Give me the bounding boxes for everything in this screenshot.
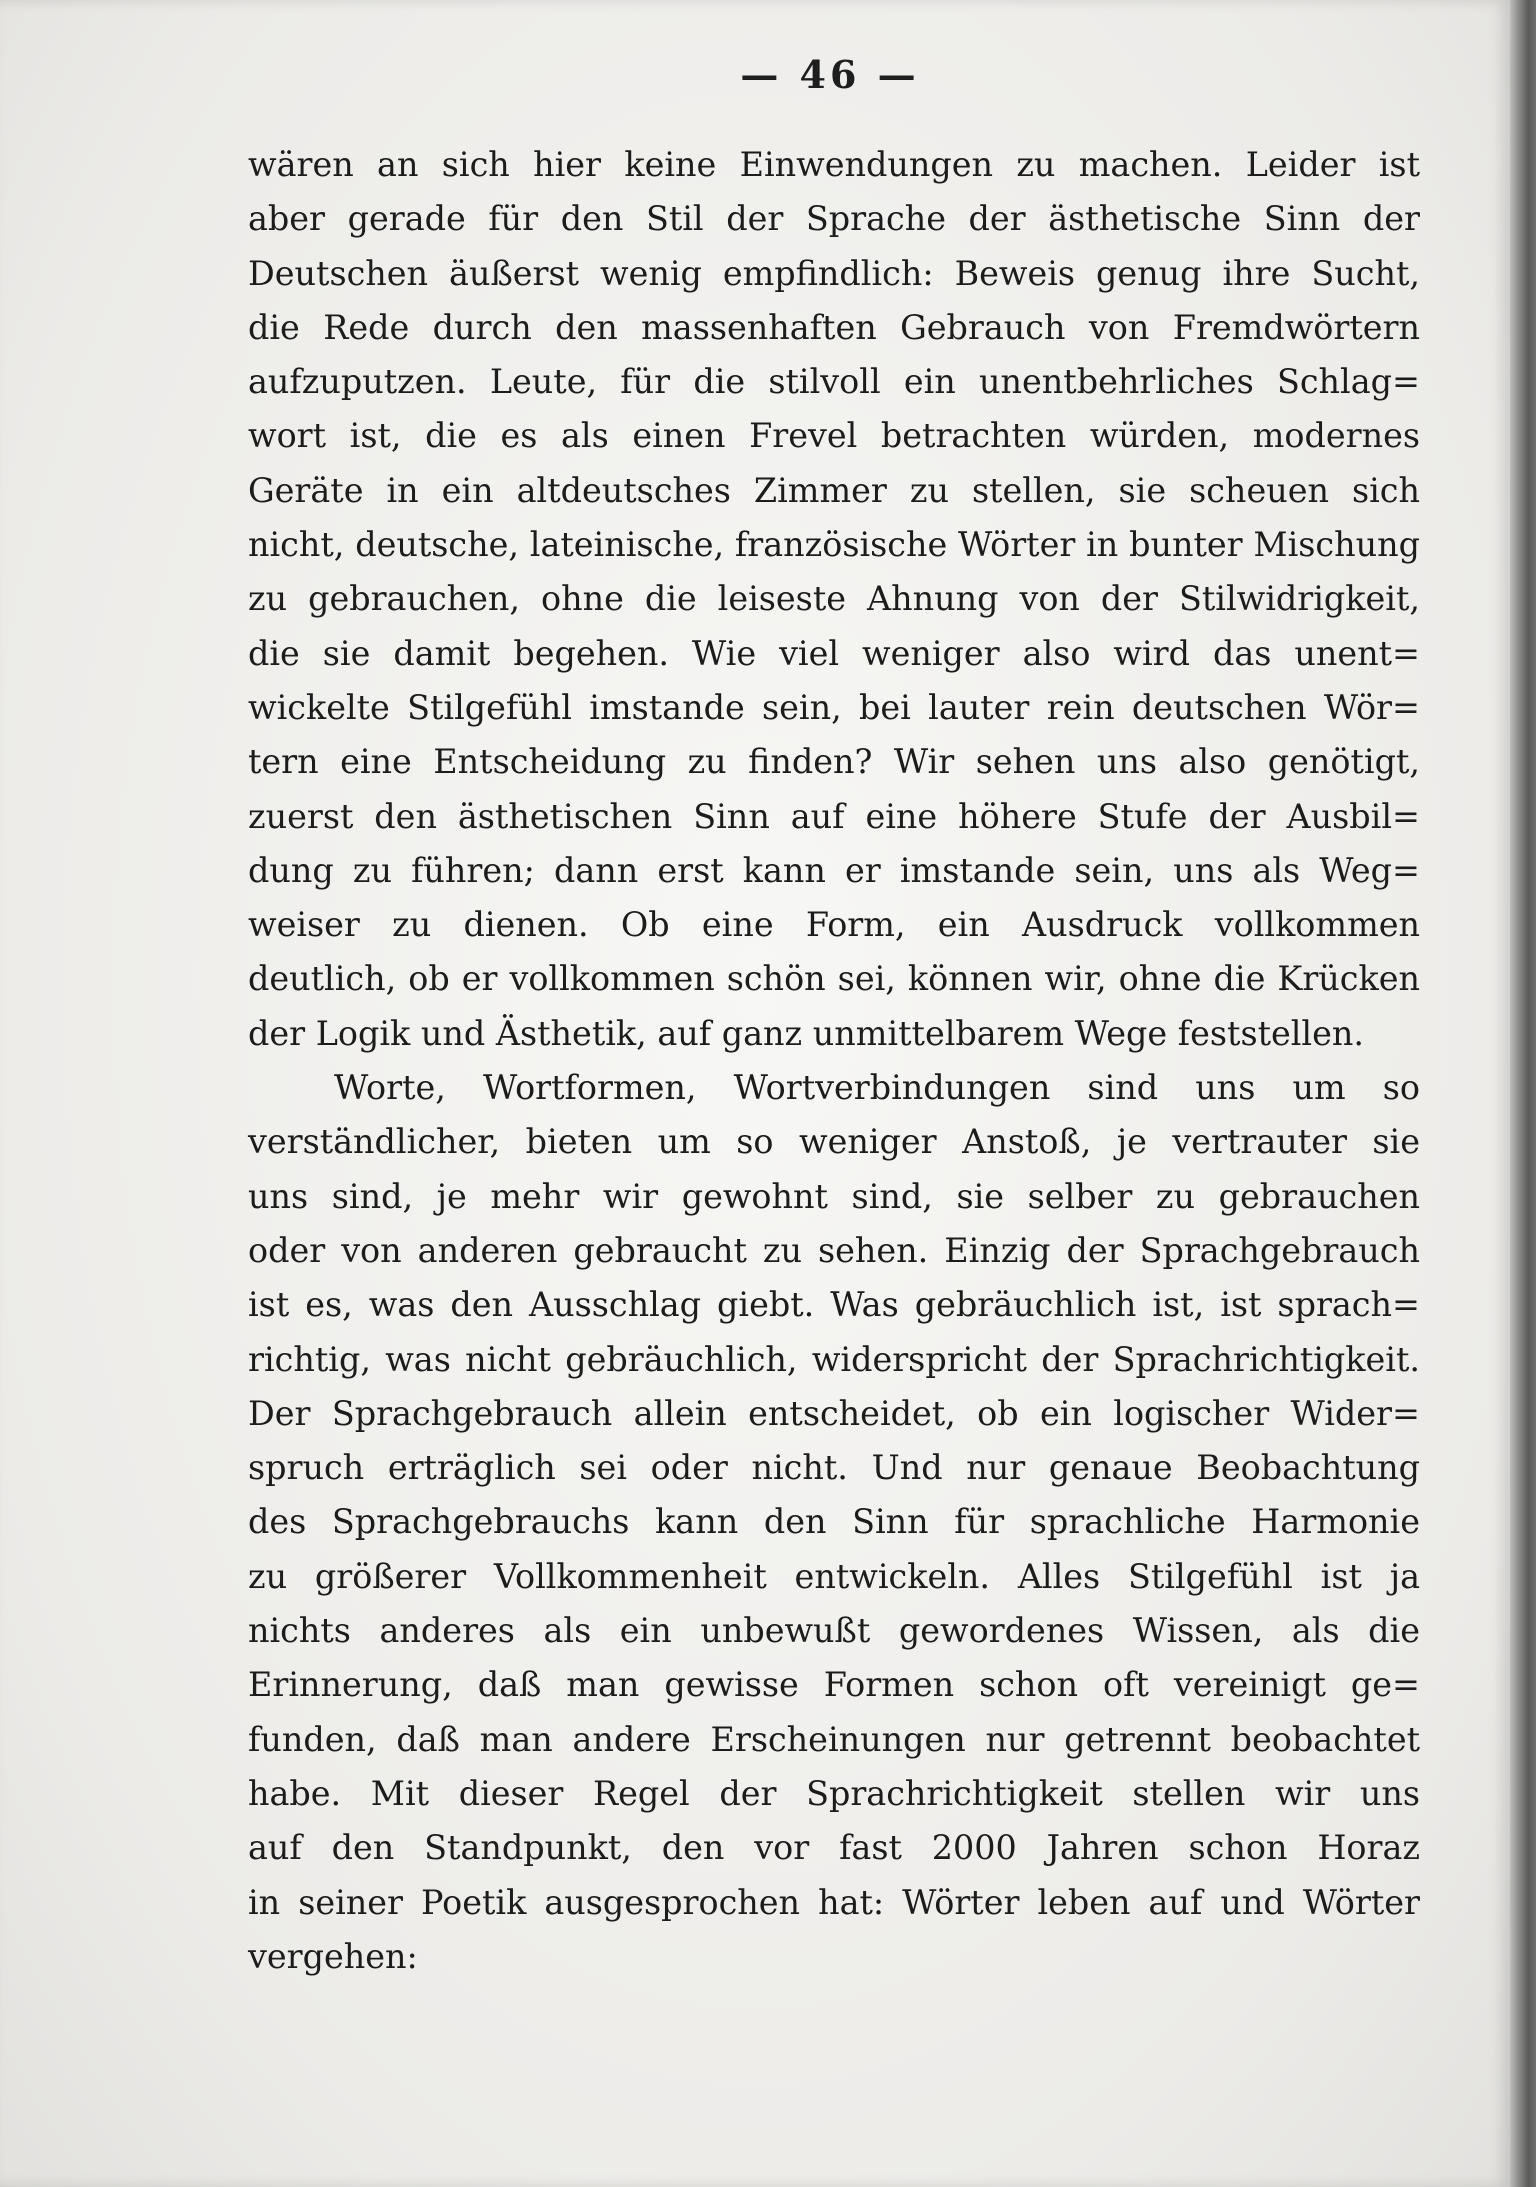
text-line: funden, daß man andere Erscheinungen nur getrennt beobachtet [248,1719,1420,1759]
text-line: deutlich, ob er vollkommen schön sei, können wir, ohne die Krücken [248,959,1420,999]
text-line: verständlicher, bieten um so weniger Anstoß, je vertrauter sie [248,1122,1420,1162]
text-line: wort ist, die es als einen Frevel betrachten würden, modernes [248,416,1420,456]
text-line: Der Sprachgebrauch allein entscheidet, ob ein logischer Wider= [248,1393,1420,1433]
page-edge [1510,0,1536,2187]
page-number: — 46 — [740,52,920,97]
text-line: zu gebrauchen, ohne die leiseste Ahnung von der Stilwidrigkeit, [248,579,1420,619]
text-line: oder von anderen gebraucht zu sehen. Einzig der Sprachgebrauch [248,1230,1420,1270]
text-line: in seiner Poetik ausgesprochen hat: Wörter leben auf und Wörter [248,1882,1420,1922]
text-line: ist es, was den Ausschlag giebt. Was gebräuchlich ist, ist sprach= [248,1285,1420,1325]
text-line: die Rede durch den massenhaften Gebrauch von Fremdwörtern [248,307,1420,347]
text-line: zuerst den ästhetischen Sinn auf eine höhere Stufe der Ausbil= [248,796,1420,836]
text-line: wickelte Stilgefühl imstande sein, bei lauter rein deutschen Wör= [248,687,1420,727]
body-text [248,138,1420,1984]
text-line: weiser zu dienen. Ob eine Form, ein Ausdruck vollkommen [248,905,1420,945]
text-line: nichts anderes als ein unbewußt gewordenes Wissen, als die [248,1611,1420,1651]
text-line: habe. Mit dieser Regel der Sprachrichtigkeit stellen wir uns [248,1773,1420,1813]
text-line: dung zu führen; dann erst kann er imstande sein, uns als Weg= [248,850,1420,890]
text-line: aufzuputzen. Leute, für die stilvoll ein unentbehrliches Schlag= [248,362,1420,402]
text-line: Erinnerung, daß man gewisse Formen schon oft vereinigt ge= [248,1665,1420,1705]
text-line: auf den Standpunkt, den vor fast 2000 Jahren schon Horaz [248,1828,1420,1868]
text-line: des Sprachgebrauchs kann den Sinn für sprachliche Harmonie [248,1502,1420,1542]
text-line: Worte, Wortformen, Wortverbindungen sind uns um so [334,1068,1420,1108]
text-line: zu größerer Vollkommenheit entwickeln. Alles Stilgefühl ist ja [248,1556,1420,1596]
text-line: wären an sich hier keine Einwendungen zu machen. Leider ist [248,145,1420,184]
text-line: richtig, was nicht gebräuchlich, widerspricht der Sprachrichtigkeit. [248,1339,1420,1379]
text-line: der Logik und Ästhetik, auf ganz unmittelbarem Wege feststellen. [248,1013,1364,1053]
text-line: spruch erträglich sei oder nicht. Und nur genaue Beobachtung [248,1448,1420,1488]
text-line: die sie damit begehen. Wie viel weniger also wird das unent= [248,633,1420,673]
text-line: Deutschen äußerst wenig empfindlich: Beweis genug ihre Sucht, [248,253,1420,293]
text-line: vergehen: [248,1936,418,1976]
text-line: tern eine Entscheidung zu finden? Wir sehen uns also genötigt, [248,742,1420,782]
text-line: Geräte in ein altdeutsches Zimmer zu stellen, sie scheuen sich [248,470,1420,510]
text-line: uns sind, je mehr wir gewohnt sind, sie selber zu gebrauchen [248,1176,1420,1216]
text-line: nicht, deutsche, lateinische, französische Wörter in bunter Mischung [248,525,1420,565]
text-line: aber gerade für den Stil der Sprache der ästhetische Sinn der [248,199,1420,239]
